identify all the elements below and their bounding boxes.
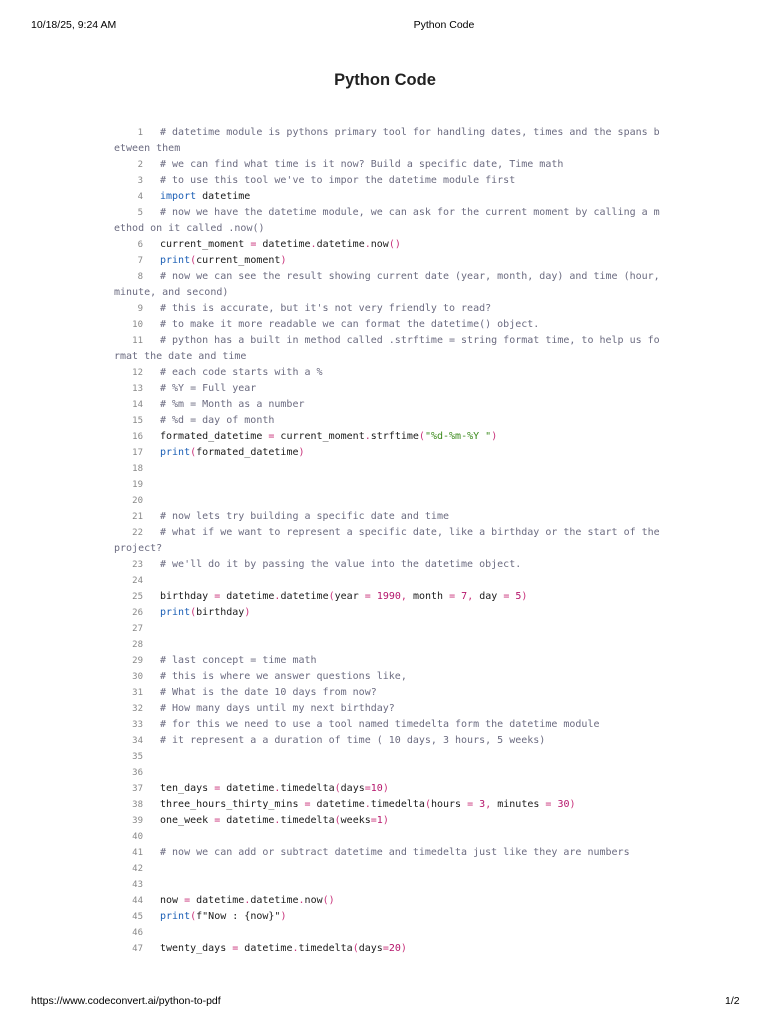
- keyword-token: print: [160, 607, 191, 618]
- operator-token: .: [274, 783, 281, 794]
- code-token: datetime: [190, 895, 245, 906]
- code-line: [114, 461, 662, 477]
- comment-token: # it represent a a duration of time ( 10 days, 3 hours, 5 weeks): [160, 735, 546, 746]
- footer-url: https://www.codeconvert.ai/python-to-pdf: [31, 995, 221, 1007]
- number-token: 30: [557, 799, 570, 810]
- operator-token: .: [364, 239, 371, 250]
- operator-token: .: [310, 239, 317, 250]
- line-number: 12: [132, 368, 143, 378]
- operator-token: ,: [467, 591, 474, 602]
- code-token: datetime: [280, 591, 329, 602]
- comment-token: # What is the date 10 days from now?: [160, 687, 377, 698]
- code-line: [114, 317, 662, 333]
- code-line: [114, 797, 662, 813]
- comment-token: # python has a built in method called .strftime = string format time, to help us format the date and time: [114, 335, 660, 362]
- string-token: "%d-%m-%Y ": [424, 431, 492, 442]
- code-token: day: [473, 591, 504, 602]
- code-line: [114, 669, 662, 685]
- code-token: current_moment: [160, 239, 251, 250]
- code-token: weeks: [340, 815, 371, 826]
- line-number: 39: [132, 816, 143, 826]
- code-token: three_hours_thirty_mins: [160, 799, 305, 810]
- number-token: 3: [479, 799, 486, 810]
- code-line: [114, 365, 662, 381]
- code-line: [114, 717, 662, 733]
- line-number: 1: [137, 128, 143, 138]
- operator-token: (: [328, 591, 335, 602]
- operator-token: (: [334, 783, 341, 794]
- operator-token: =: [370, 815, 377, 826]
- comment-token: # How many days until my next birthday?: [160, 703, 395, 714]
- keyword-token: print: [160, 255, 191, 266]
- operator-token: =: [382, 943, 389, 954]
- line-number: 2: [137, 160, 143, 170]
- code-block: [114, 125, 666, 957]
- operator-token: (: [352, 943, 359, 954]
- operator-token: =: [268, 431, 275, 442]
- operator-token: ): [491, 431, 498, 442]
- operator-token: (: [190, 911, 197, 922]
- comment-token: # this is where we answer questions like,: [160, 671, 407, 682]
- page-number: 1/2: [725, 995, 740, 1007]
- code-line: [114, 653, 662, 669]
- comment-token: # %d = day of month: [160, 415, 275, 426]
- code-line: [114, 813, 662, 829]
- code-token: hours: [430, 799, 468, 810]
- line-number: 35: [132, 752, 143, 762]
- code-line: [114, 701, 662, 717]
- code-token: birthday: [196, 607, 245, 618]
- print-datetime: 10/18/25, 9:24 AM: [31, 19, 117, 31]
- number-token: 1: [376, 815, 383, 826]
- comment-token: # now we can see the result showing current date (year, month, day) and time (hour, minute, and second): [114, 271, 666, 298]
- operator-token: ): [244, 607, 251, 618]
- code-line: [114, 125, 662, 157]
- operator-token: ): [569, 799, 576, 810]
- code-line: [114, 893, 662, 909]
- operator-token: =: [250, 239, 257, 250]
- line-number: 27: [132, 624, 143, 634]
- operator-token: .: [364, 431, 371, 442]
- operator-token: =: [449, 591, 456, 602]
- code-token: twenty_days: [160, 943, 233, 954]
- line-number: 23: [132, 560, 143, 570]
- keyword-token: print: [160, 447, 191, 458]
- line-number: 45: [132, 912, 143, 922]
- code-line: [114, 845, 662, 861]
- code-token: datetime: [220, 783, 275, 794]
- code-line: [114, 925, 662, 941]
- line-number: 33: [132, 720, 143, 730]
- line-number: 17: [132, 448, 143, 458]
- number-token: 7: [461, 591, 468, 602]
- comment-token: # datetime module is pythons primary tool for handling dates, times and the spans between them: [114, 127, 660, 154]
- code-line: [114, 877, 662, 893]
- code-token: strftime: [370, 431, 419, 442]
- line-number: 43: [132, 880, 143, 890]
- code-line: [114, 397, 662, 413]
- operator-token: ,: [485, 799, 492, 810]
- code-token: datetime: [196, 191, 251, 202]
- code-line: [114, 301, 662, 317]
- code-token: days: [358, 943, 383, 954]
- line-number: 31: [132, 688, 143, 698]
- comment-token: # last concept = time math: [160, 655, 317, 666]
- comment-token: # for this we need to use a tool named timedelta form the datetime module: [160, 719, 600, 730]
- code-line: [114, 781, 662, 797]
- line-number: 3: [137, 176, 143, 186]
- line-number: 20: [132, 496, 143, 506]
- code-line: [114, 861, 662, 877]
- operator-token: (: [334, 815, 341, 826]
- line-number: 22: [132, 528, 143, 538]
- code-token: datetime: [220, 591, 275, 602]
- line-number: 41: [132, 848, 143, 858]
- line-number: 16: [132, 432, 143, 442]
- line-number: 8: [137, 272, 143, 282]
- code-line: [114, 733, 662, 749]
- number-token: 10: [370, 783, 383, 794]
- line-number: 25: [132, 592, 143, 602]
- operator-token: ,: [400, 591, 407, 602]
- line-number: 44: [132, 896, 143, 906]
- keyword-token: print: [160, 911, 191, 922]
- line-number: 15: [132, 416, 143, 426]
- operator-token: .: [298, 895, 305, 906]
- code-token: datetime: [316, 239, 365, 250]
- operator-token: .: [244, 895, 251, 906]
- line-number: 19: [132, 480, 143, 490]
- line-number: 36: [132, 768, 143, 778]
- line-number: 18: [132, 464, 143, 474]
- operator-token: =: [214, 783, 221, 794]
- code-token: timedelta: [298, 943, 353, 954]
- code-token: formated_datetime: [196, 447, 299, 458]
- comment-token: # we'll do it by passing the value into the datetime object.: [160, 559, 522, 570]
- operator-token: (): [388, 239, 401, 250]
- line-number: 11: [132, 336, 143, 346]
- operator-token: ): [382, 815, 389, 826]
- line-number: 14: [132, 400, 143, 410]
- operator-token: =: [184, 895, 191, 906]
- code-token: birthday: [160, 591, 215, 602]
- line-number: 42: [132, 864, 143, 874]
- line-number: 21: [132, 512, 143, 522]
- operator-token: .: [364, 799, 371, 810]
- code-line: [114, 445, 662, 461]
- number-token: 1990: [376, 591, 401, 602]
- code-token: minutes: [491, 799, 546, 810]
- line-number: 9: [137, 304, 143, 314]
- code-line: [114, 557, 662, 573]
- operator-token: =: [503, 591, 510, 602]
- keyword-token: import: [160, 191, 197, 202]
- code-line: [114, 605, 662, 621]
- code-token: timedelta: [370, 799, 425, 810]
- line-number: 26: [132, 608, 143, 618]
- line-number: 40: [132, 832, 143, 842]
- operator-token: .: [274, 815, 281, 826]
- number-token: 20: [388, 943, 401, 954]
- code-line: [114, 381, 662, 397]
- line-number: 24: [132, 576, 143, 586]
- code-token: current_moment: [274, 431, 365, 442]
- operator-token: .: [292, 943, 299, 954]
- line-number: 7: [137, 256, 143, 266]
- page-title: Python Code: [334, 71, 436, 89]
- comment-token: # now we can add or subtract datetime and timedelta just like they are numbers: [160, 847, 630, 858]
- code-line: [114, 493, 662, 509]
- code-line: [114, 909, 662, 925]
- operator-token: (: [190, 607, 197, 618]
- code-token: f"Now : {now}": [196, 911, 281, 922]
- code-token: datetime: [238, 943, 293, 954]
- code-line: [114, 509, 662, 525]
- code-token: now: [160, 895, 185, 906]
- operator-token: ): [521, 591, 528, 602]
- code-line: [114, 253, 662, 269]
- code-token: month: [406, 591, 450, 602]
- code-token: datetime: [220, 815, 275, 826]
- operator-token: .: [274, 591, 281, 602]
- code-token: formated_datetime: [160, 431, 269, 442]
- line-number: 6: [137, 240, 143, 250]
- print-doc-title: Python Code: [413, 19, 475, 31]
- code-line: [114, 621, 662, 637]
- line-number: 34: [132, 736, 143, 746]
- comment-token: # now we have the datetime module, we can ask for the current moment by calling a method on it called .now(): [114, 207, 660, 234]
- code-line: [114, 829, 662, 845]
- code-line: [114, 685, 662, 701]
- operator-token: (: [190, 447, 197, 458]
- number-token: 5: [515, 591, 522, 602]
- line-number: 37: [132, 784, 143, 794]
- comment-token: # %m = Month as a number: [160, 399, 305, 410]
- code-line: [114, 237, 662, 253]
- comment-token: # we can find what time is it now? Build a specific date, Time math: [160, 159, 564, 170]
- code-line: [114, 413, 662, 429]
- code-token: timedelta: [280, 815, 335, 826]
- line-number: 47: [132, 944, 143, 954]
- code-token: ten_days: [160, 783, 215, 794]
- comment-token: # each code starts with a %: [160, 367, 323, 378]
- operator-token: ): [298, 447, 305, 458]
- line-number: 28: [132, 640, 143, 650]
- code-token: now: [304, 895, 323, 906]
- code-line: [114, 637, 662, 653]
- code-line: [114, 525, 666, 557]
- code-token: days: [340, 783, 365, 794]
- comment-token: # this is accurate, but it's not very friendly to read?: [160, 303, 492, 314]
- code-line: [114, 429, 662, 445]
- operator-token: =: [364, 783, 371, 794]
- comment-token: # what if we want to represent a specific date, like a birthday or the start of the project?: [114, 527, 666, 554]
- operator-token: =: [232, 943, 239, 954]
- operator-token: (: [418, 431, 425, 442]
- code-token: datetime: [250, 895, 299, 906]
- line-number: 5: [137, 208, 143, 218]
- code-line: [114, 269, 666, 301]
- code-line: [114, 205, 662, 237]
- code-line: [114, 589, 662, 605]
- line-number: 13: [132, 384, 143, 394]
- code-line: [114, 333, 662, 365]
- code-token: one_week: [160, 815, 215, 826]
- operator-token: ): [382, 783, 389, 794]
- line-number: 38: [132, 800, 143, 810]
- code-token: year: [334, 591, 365, 602]
- code-token: now: [370, 239, 389, 250]
- code-line: [114, 749, 662, 765]
- code-line: [114, 157, 662, 173]
- operator-token: (: [424, 799, 431, 810]
- operator-token: ): [400, 943, 407, 954]
- comment-token: # to use this tool we've to impor the datetime module first: [160, 175, 516, 186]
- comment-token: # now lets try building a specific date and time: [160, 511, 449, 522]
- operator-token: =: [467, 799, 474, 810]
- operator-token: =: [304, 799, 311, 810]
- operator-token: =: [364, 591, 371, 602]
- line-number: 30: [132, 672, 143, 682]
- code-token: datetime: [256, 239, 311, 250]
- operator-token: ): [280, 911, 287, 922]
- operator-token: =: [214, 591, 221, 602]
- code-token: datetime: [310, 799, 365, 810]
- line-number: 4: [137, 192, 143, 202]
- code-token: timedelta: [280, 783, 335, 794]
- comment-token: # %Y = Full year: [160, 383, 257, 394]
- line-number: 29: [132, 656, 143, 666]
- code-line: [114, 173, 662, 189]
- comment-token: # to make it more readable we can format the datetime() object.: [160, 319, 540, 330]
- operator-token: (): [322, 895, 335, 906]
- code-line: [114, 573, 662, 589]
- line-number: 46: [132, 928, 143, 938]
- operator-token: =: [545, 799, 552, 810]
- code-line: [114, 477, 662, 493]
- line-number: 32: [132, 704, 143, 714]
- code-token: current_moment: [196, 255, 281, 266]
- code-line: [114, 189, 662, 205]
- operator-token: =: [214, 815, 221, 826]
- line-number: 10: [132, 320, 143, 330]
- code-line: [114, 765, 662, 781]
- operator-token: ): [280, 255, 287, 266]
- code-line: [114, 941, 662, 957]
- operator-token: (: [190, 255, 197, 266]
